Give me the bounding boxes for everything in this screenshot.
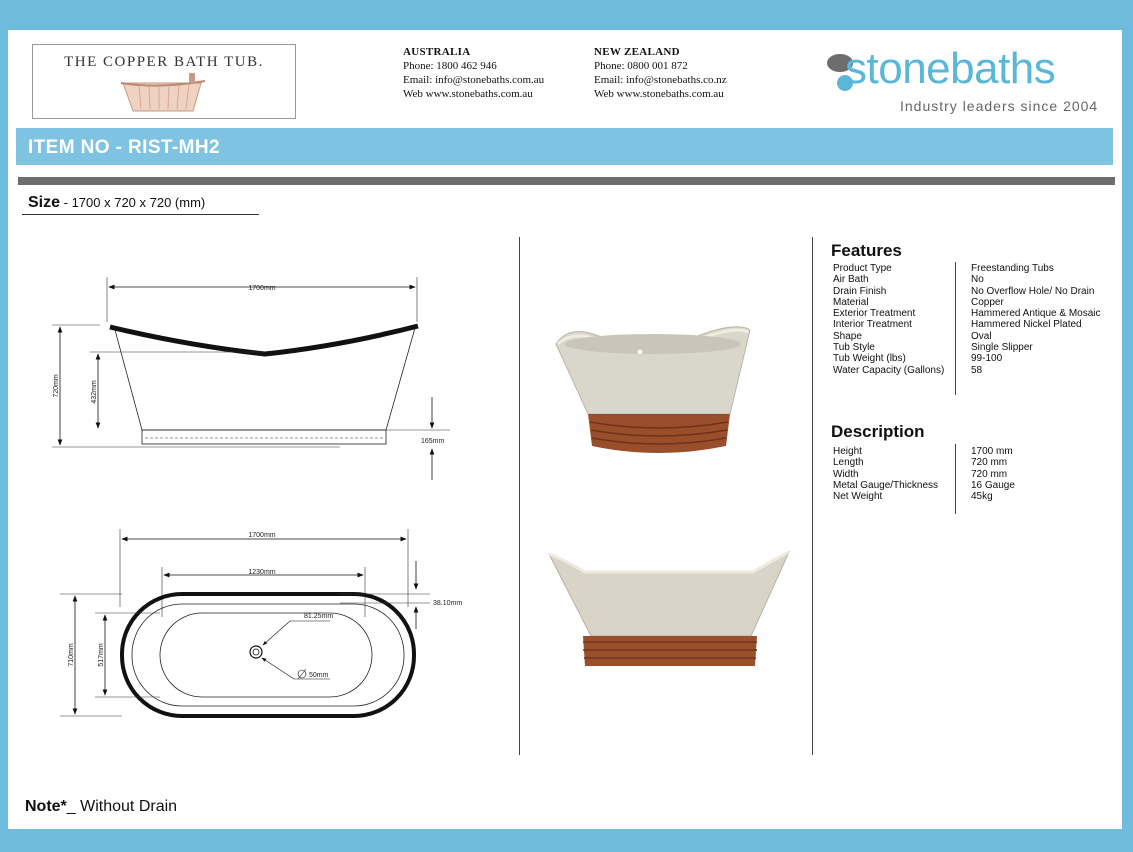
table-row <box>833 308 1101 319</box>
contact-australia <box>403 45 544 101</box>
tub-photo-angle <box>548 314 758 466</box>
features-column-rule <box>955 262 956 395</box>
spec-value: 720 mm <box>971 468 1008 480</box>
column-divider <box>812 237 813 755</box>
table-row <box>833 319 1101 330</box>
brand-name: stonebaths <box>845 44 1056 93</box>
contact-au-web: Web www.stonebaths.com.au <box>403 88 533 100</box>
table-row <box>833 297 1101 308</box>
contact-nz-web: Web www.stonebaths.com.au <box>594 88 724 100</box>
item-number: ITEM NO - RIST-MH2 <box>28 137 220 158</box>
table-row <box>833 365 1101 376</box>
spec-key: Net Weight <box>833 491 883 503</box>
top-inner-width-label: 517mm <box>98 643 105 667</box>
item-number-bar <box>16 128 1113 165</box>
brand-tagline: Industry leaders since 2004 <box>900 98 1099 114</box>
spec-value: 720 mm <box>971 457 1008 469</box>
spec-value: 99-100 <box>971 353 1003 365</box>
logo-title: THE COPPER BATH TUB. <box>64 54 264 70</box>
spec-key: Product Type <box>833 263 892 274</box>
spec-key: Width <box>833 468 859 480</box>
side-inner-height-label: 432mm <box>91 380 98 404</box>
size-line <box>28 194 205 212</box>
spec-value: No Overflow Hole/ No Drain <box>971 285 1095 297</box>
drain-offset-label: 81.25mm <box>304 613 334 620</box>
description-title: Description <box>831 422 925 441</box>
table-row <box>833 457 1015 468</box>
description-table <box>833 446 1015 502</box>
top-width-label: 710mm <box>68 643 75 667</box>
top-length-label: 1700mm <box>248 532 276 539</box>
contact-new-zealand <box>594 45 727 101</box>
description-column-rule <box>955 444 956 514</box>
contact-au-phone: Phone: 1800 462 946 <box>403 60 497 72</box>
spec-value: Hammered Nickel Plated <box>971 319 1082 331</box>
table-row <box>833 491 1015 502</box>
spec-key: Air Bath <box>833 274 869 286</box>
size-underline <box>22 214 259 215</box>
stonebaths-brand <box>825 46 1115 116</box>
table-row <box>833 263 1101 274</box>
bathtub-logo-icon <box>119 73 209 117</box>
spec-value: 16 Gauge <box>971 479 1015 491</box>
note <box>25 798 177 816</box>
spec-value: Copper <box>971 296 1004 308</box>
spec-key: Shape <box>833 330 862 342</box>
spec-key: Metal Gauge/Thickness <box>833 479 939 491</box>
table-row <box>833 353 1101 364</box>
spec-value: Oval <box>971 330 992 342</box>
spec-value: No <box>971 274 984 286</box>
top-inner-length-label: 1230mm <box>248 569 276 576</box>
tub-photo-side <box>545 550 793 672</box>
spec-value: Single Slipper <box>971 342 1033 354</box>
spec-key: Exterior Treatment <box>833 308 916 320</box>
table-row <box>833 469 1015 480</box>
copper-bath-tub-logo <box>32 44 296 119</box>
contact-nz-email: Email: info@stonebaths.co.nz <box>594 74 727 86</box>
contact-nz-phone: Phone: 0800 001 872 <box>594 60 688 72</box>
spec-value: Hammered Antique & Mosaic <box>971 308 1101 320</box>
column-divider <box>519 237 520 755</box>
contact-au-email: Email: info@stonebaths.com.au <box>403 74 545 86</box>
spec-value: 1700 mm <box>971 446 1013 457</box>
spec-sheet <box>8 30 1122 829</box>
table-row <box>833 331 1101 342</box>
top-view-drawing <box>40 517 470 727</box>
rim-width-label: 38.10mm <box>433 600 463 607</box>
side-elevation-drawing <box>40 262 460 492</box>
spec-key: Length <box>833 457 864 469</box>
size-label: Size <box>28 194 61 211</box>
spec-value: Freestanding Tubs <box>971 263 1054 274</box>
side-length-label: 1700mm <box>248 285 276 292</box>
note-text: _ Without Drain <box>66 798 178 815</box>
size-value: - 1700 x 720 x 720 (mm) <box>60 195 206 210</box>
spec-key: Tub Weight (lbs) <box>833 353 906 365</box>
table-row <box>833 286 1101 297</box>
table-row <box>833 342 1101 353</box>
spec-value: 45kg <box>971 491 993 503</box>
table-row <box>833 274 1101 285</box>
contact-nz-heading: NEW ZEALAND <box>594 46 680 58</box>
spec-key: Interior Treatment <box>833 319 912 331</box>
spec-key: Drain Finish <box>833 285 887 297</box>
side-height-label: 720mm <box>53 374 60 398</box>
features-title: Features <box>831 241 902 260</box>
contact-au-heading: AUSTRALIA <box>403 46 471 58</box>
table-row <box>833 480 1015 491</box>
features-table <box>833 263 1101 376</box>
spec-key: Water Capacity (Gallons) <box>833 364 945 376</box>
drain-diameter-label: 50mm <box>309 672 329 679</box>
spec-key: Material <box>833 296 869 308</box>
side-base-height-label: 165mm <box>421 438 445 445</box>
divider <box>18 177 1115 185</box>
spec-value: 58 <box>971 364 983 376</box>
spec-key: Height <box>833 446 862 457</box>
table-row <box>833 446 1015 457</box>
spec-key: Tub Style <box>833 342 875 354</box>
note-label: Note* <box>25 798 67 815</box>
